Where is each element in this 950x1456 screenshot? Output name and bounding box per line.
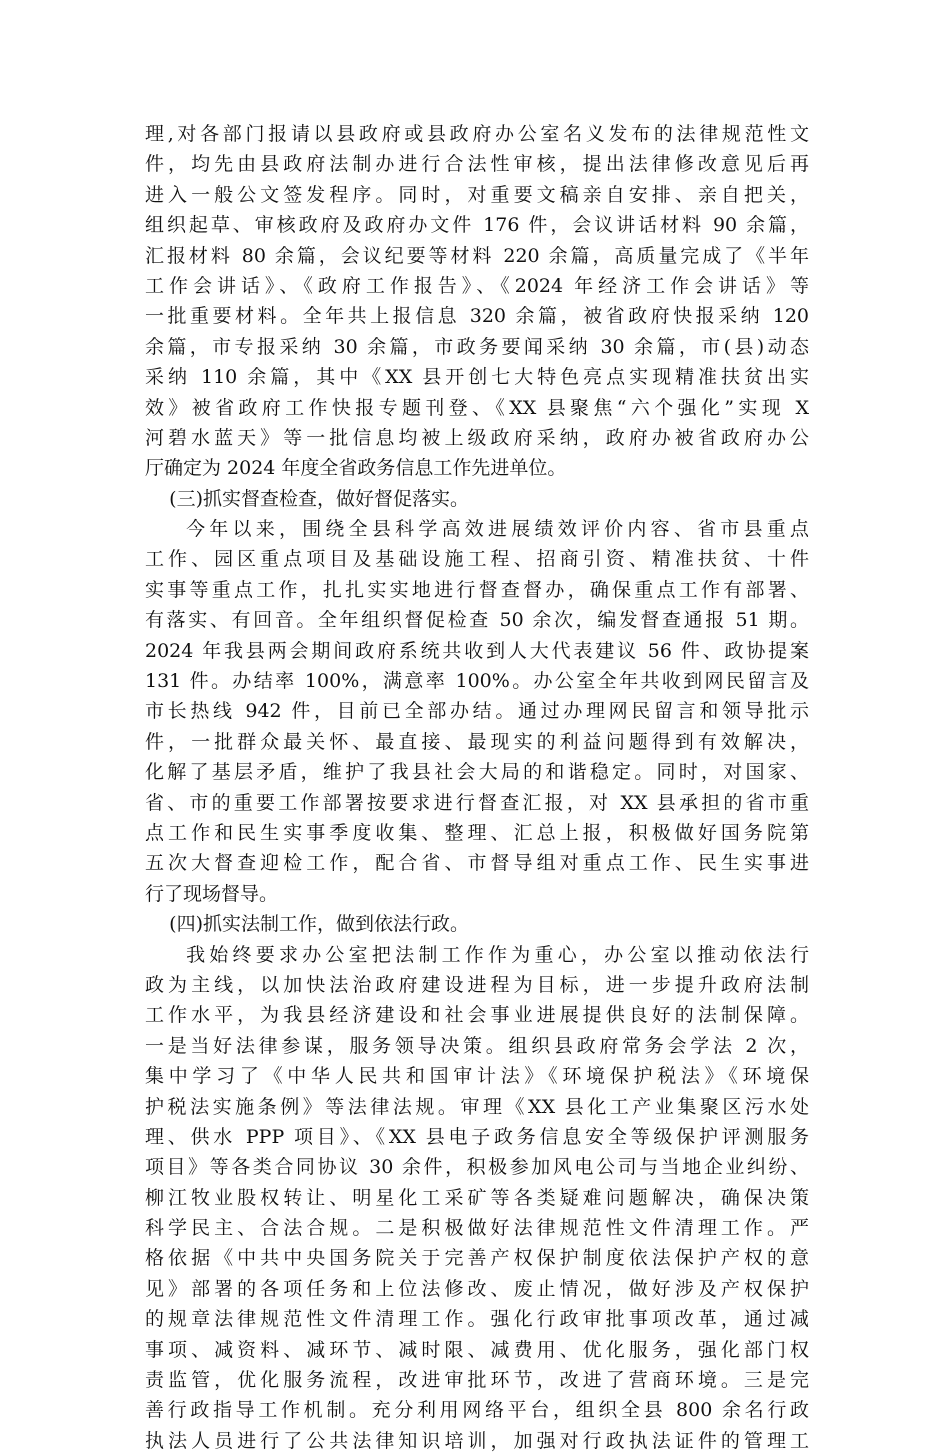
- paragraph-line: 见》部署的各项任务和上位法修改、废止情况，做好涉及产权保护: [145, 1277, 809, 1300]
- paragraph-line: 组织起草、审核政府及政府办文件 176 件，会议讲话材料 90 余篇，: [145, 214, 809, 237]
- paragraph-line: 实事等重点工作，扎扎实实地进行督查督办，确保重点工作有部署、: [145, 578, 809, 601]
- paragraph-line: 科学民主、合法合规。二是积极做好法律规范性文件清理工作。严: [145, 1217, 809, 1240]
- paragraph-line: 件，一批群众最关怀、最直接、最现实的利益问题得到有效解决，: [145, 730, 809, 753]
- section-heading: (四)抓实法制工作，做到依法行政。: [145, 913, 469, 936]
- paragraph-line: 集中学习了《中华人民共和国审计法》《环境保护税法》《环境保: [145, 1065, 809, 1088]
- paragraph-line: 工作水平，为我县经济建设和社会事业进展提供良好的法制保障。: [145, 1004, 809, 1027]
- paragraph-line: 理,对各部门报请以县政府或县政府办公室名义发布的法律规范性文: [145, 123, 809, 145]
- document-body: [145, 119, 809, 1456]
- paragraph-line: 项目》等各类合同协议 30 余件，积极参加风电公司与当地企业纠纷、: [145, 1156, 809, 1179]
- paragraph-line: 省、市的重要工作部署按要求进行督查汇报，对 XX 县承担的省市重: [145, 791, 809, 814]
- paragraph-line: 有落实、有回音。全年组织督促检查 50 余次，编发督查通报 51 期。: [145, 609, 809, 632]
- paragraph-line: 柳江牧业股权转让、明星化工采矿等各类疑难问题解决，确保决策: [145, 1186, 809, 1209]
- paragraph-line: 一批重要材料。全年共上报信息 320 余篇，被省政府快报采纳 120: [145, 305, 809, 328]
- paragraph-line: 2024 年我县两会期间政府系统共收到人大代表建议 56 件、政协提案: [145, 639, 809, 662]
- paragraph-line: 工作、园区重点项目及基础设施工程、招商引资、精准扶贫、十件: [145, 548, 809, 571]
- paragraph-line: 余篇，市专报采纳 30 余篇，市政务要闻采纳 30 余篇，市(县)动态: [145, 335, 809, 358]
- paragraph-line: 格依据《中共中央国务院关于完善产权保护制度依法保护产权的意: [145, 1247, 809, 1270]
- paragraph-line: 今年以来，围绕全县科学高效进展绩效评价内容、省市县重点: [145, 518, 809, 541]
- paragraph-line: 河碧水蓝天》等一批信息均被上级政府采纳，政府办被省政府办公: [145, 426, 809, 449]
- paragraph-line: 事项、减资料、减环节、减时限、减费用、优化服务，强化部门权: [145, 1338, 809, 1361]
- paragraph-line: 厅确定为 2024 年度全省政务信息工作先进单位。: [145, 457, 567, 480]
- paragraph-line: 行了现场督导。: [145, 882, 279, 905]
- paragraph-line: 131 件。办结率 100%，满意率 100%。办公室全年共收到网民留言及: [145, 670, 809, 693]
- paragraph-line: 理、供水 PPP 项目》、《XX 县电子政务信息安全等级保护评测服务: [145, 1125, 809, 1148]
- paragraph-line: 善行政指导工作机制。充分利用网络平台，组织全县 800 余名行政: [145, 1399, 809, 1422]
- paragraph-line: 点工作和民生实事季度收集、整理、汇总上报，积极做好国务院第: [145, 821, 809, 844]
- paragraph-line: 件，均先由县政府法制办进行合法性审核，提出法律修改意见后再: [145, 153, 809, 176]
- paragraph-line: 工作会讲话》、《政府工作报告》、《2024 年经济工作会讲话》等: [145, 274, 809, 297]
- paragraph-line: 责监管，优化服务流程，改进审批环节，改进了营商环境。三是完: [145, 1369, 809, 1392]
- paragraph-line: 的规章法律规范性文件清理工作。强化行政审批事项改革，通过减: [145, 1308, 809, 1331]
- paragraph-line: 化解了基层矛盾，维护了我县社会大局的和谐稳定。同时，对国家、: [145, 761, 809, 784]
- paragraph-line: 市长热线 942 件，目前已全部办结。通过办理网民留言和领导批示: [145, 700, 809, 723]
- paragraph-line: 执法人员进行了公共法律知识培训，加强对行政执法证件的管理工: [145, 1429, 809, 1452]
- paragraph-line: 政为主线，以加快法治政府建设进程为目标，进一步提升政府法制: [145, 973, 809, 996]
- paragraph-line: 效》被省政府工作快报专题刊登、《XX 县聚焦“六个强化”实现 X: [145, 396, 809, 419]
- paragraph-line: 一是当好法律参谋，服务领导决策。组织县政府常务会学法 2 次，: [145, 1034, 809, 1057]
- paragraph-line: 进入一般公文签发程序。同时，对重要文稿亲自安排、亲自把关，: [145, 183, 809, 206]
- paragraph-line: 汇报材料 80 余篇，会议纪要等材料 220 余篇，高质量完成了《半年: [145, 244, 809, 267]
- paragraph-line: 我始终要求办公室把法制工作作为重心，办公室以推动依法行: [145, 943, 809, 966]
- paragraph-line: 护税法实施条例》等法律法规。审理《XX 县化工产业集聚区污水处: [145, 1095, 809, 1118]
- section-heading: (三)抓实督查检查，做好督促落实。: [145, 487, 469, 510]
- paragraph-line: 采纳 110 余篇，其中《XX 县开创七大特色亮点实现精准扶贫出实: [145, 366, 809, 389]
- paragraph-line: 五次大督查迎检工作，配合省、市督导组对重点工作、民生实事进: [145, 852, 809, 875]
